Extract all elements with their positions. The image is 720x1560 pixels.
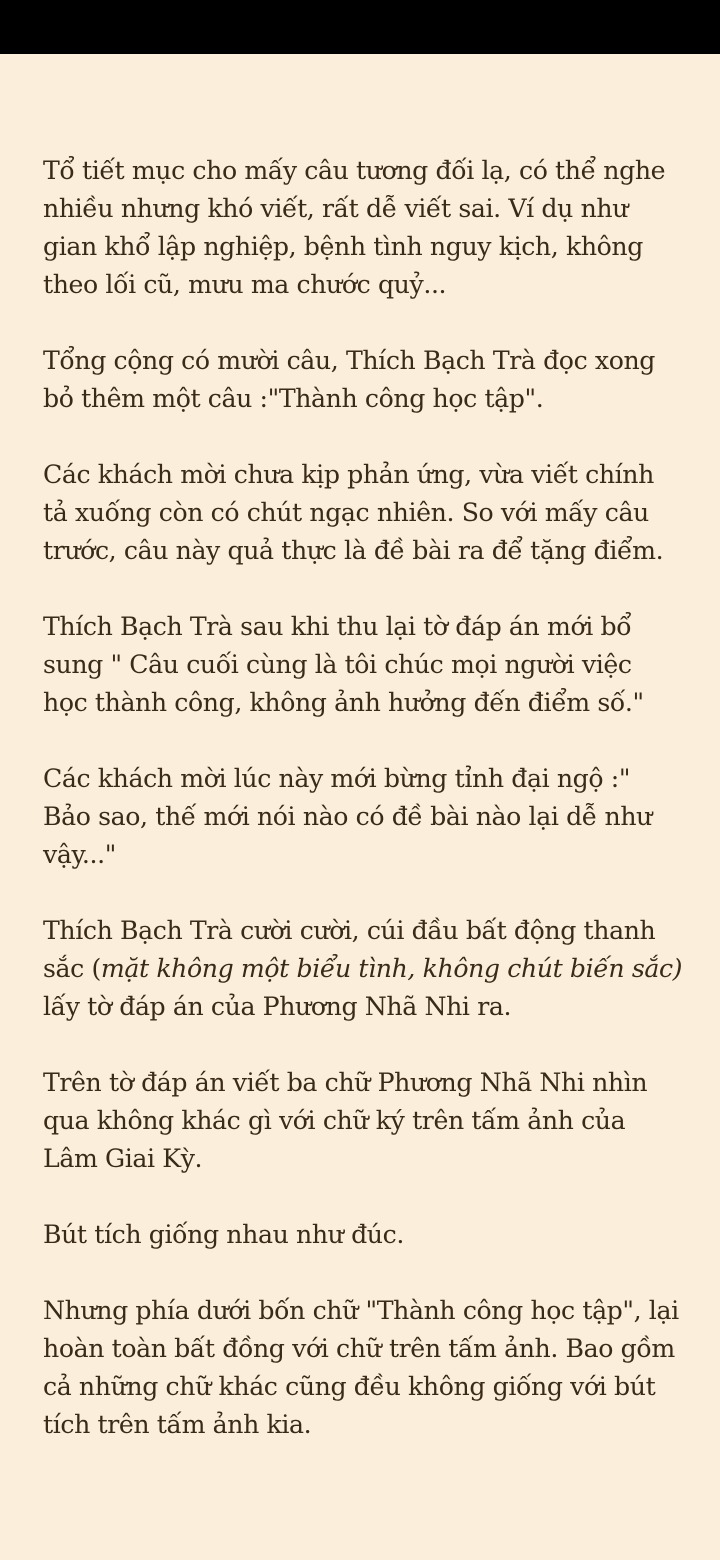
paragraph-6-text-end: lấy tờ đáp án của Phương Nhã Nhi ra. xyxy=(43,992,512,1021)
paragraph-9: Nhưng phía dưới bốn chữ "Thành công học tập", lại hoàn toàn bất đồng với chữ trên tấm ảnh. Bao gồm cả những chữ khác cũng đều không giống với bút tích trên tấm ảnh kia. xyxy=(43,1296,679,1439)
status-bar xyxy=(0,0,720,54)
paragraph-2: Tổng cộng có mười câu, Thích Bạch Trà đọc xong bỏ thêm một câu :"Thành công học tập". xyxy=(43,346,656,413)
paragraph-4: Thích Bạch Trà sau khi thu lại tờ đáp án mới bổ sung " Câu cuối cùng là tôi chúc mọi người việc học thành công, không ảnh hưởng đến điểm số." xyxy=(43,612,644,717)
paragraph-5: Các khách mời lúc này mới bừng tỉnh đại ngộ :" Bảo sao, thế mới nói nào có đề bài nào lại dễ như vậy..." xyxy=(43,764,652,869)
chapter-text xyxy=(43,152,683,1444)
paragraph-8: Bút tích giống nhau như đúc. xyxy=(43,1220,404,1249)
paragraph-6-italic: mặt không một biểu tình, không chút biến sắc) xyxy=(100,954,683,983)
paragraph-7: Trên tờ đáp án viết ba chữ Phương Nhã Nhi nhìn qua không khác gì với chữ ký trên tấm ảnh của Lâm Giai Kỳ. xyxy=(43,1068,648,1173)
paragraph-6-text: Thích Bạch Trà cười cười, cúi đầu bất động thanh sắc ( xyxy=(43,916,656,983)
paragraph-3: Các khách mời chưa kịp phản ứng, vừa viết chính tả xuống còn có chút ngạc nhiên. So với mấy câu trước, câu này quả thực là đề bài ra để tặng điểm. xyxy=(43,460,664,565)
reader-page[interactable] xyxy=(0,54,720,1560)
paragraph-6 xyxy=(43,912,683,1026)
paragraph-1: Tổ tiết mục cho mấy câu tương đối lạ, có thể nghe nhiều nhưng khó viết, rất dễ viết sai. Ví dụ như gian khổ lập nghiệp, bệnh tình nguy kịch, không theo lối cũ, mưu ma chước quỷ... xyxy=(43,156,666,299)
